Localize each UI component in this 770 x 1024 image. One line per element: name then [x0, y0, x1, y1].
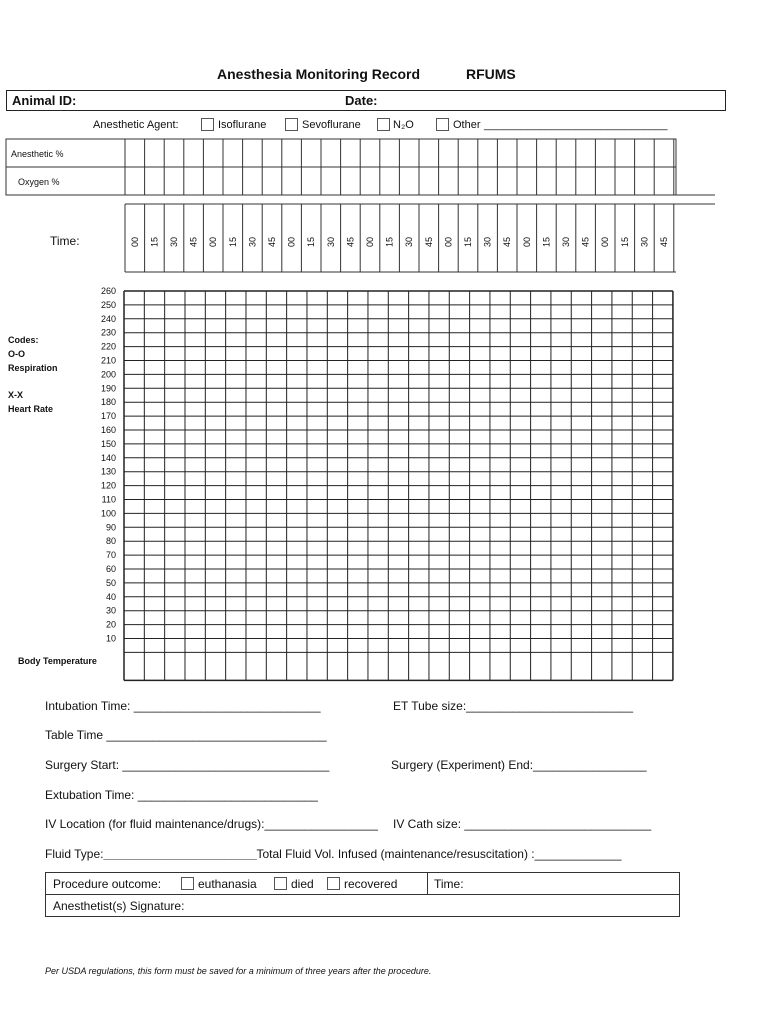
time-tick-label: 00 — [208, 236, 219, 248]
y-axis-label: 230 — [100, 327, 116, 338]
time-tick-label: 45 — [502, 236, 513, 248]
outcome-divider — [46, 894, 679, 895]
form-title: Anesthesia Monitoring Record — [217, 66, 421, 82]
y-axis-label: 30 — [105, 605, 116, 616]
y-axis-label: 170 — [100, 411, 116, 422]
time-tick-label: 15 — [541, 236, 552, 248]
anesthetic-percent-label: Anesthetic % — [11, 149, 64, 159]
time-tick-label: 00 — [365, 236, 375, 248]
procedure-outcome-label: Procedure outcome: — [53, 877, 162, 891]
y-axis-label: 70 — [105, 550, 116, 561]
fluid-type-field[interactable] — [45, 847, 621, 861]
time-tick-label: 15 — [463, 236, 473, 248]
date-label: Date: — [345, 93, 378, 108]
recovered-label: recovered — [344, 877, 398, 891]
time-tick-label: 15 — [619, 236, 630, 248]
iv-location-field[interactable]: IV Location (for fluid maintenance/drugs):_________________ — [45, 817, 378, 831]
y-axis-label: 100 — [100, 508, 116, 519]
time-tick-label: 15 — [227, 236, 238, 248]
time-tick-label: 45 — [345, 236, 356, 248]
time-tick-label: 00 — [521, 236, 532, 248]
n2o-label: N₂O — [393, 119, 414, 131]
y-axis-label: 190 — [100, 383, 116, 394]
y-axis-label: 90 — [105, 522, 116, 533]
time-tick-label: 00 — [600, 236, 611, 248]
time-tick-label: 30 — [325, 236, 336, 248]
died-label: died — [291, 877, 314, 891]
y-axis-label: 10 — [105, 633, 116, 644]
y-axis-label: 60 — [105, 564, 116, 574]
time-tick-label: 45 — [423, 236, 434, 248]
time-tick-label: 30 — [482, 236, 493, 248]
oxygen-percent-label: Oxygen % — [18, 177, 60, 187]
time-tick-label: 00 — [286, 236, 297, 248]
other-agent-line[interactable]: ______________________________ — [484, 119, 668, 131]
table-time-field[interactable]: Table Time _________________________________ — [45, 728, 327, 742]
y-axis-label: 140 — [100, 452, 116, 463]
total-fluid-field[interactable]: Total Fluid Vol. Infused (maintenance/resuscitation) :_____________ — [256, 847, 622, 861]
monitoring-table — [0, 0, 770, 300]
heart-rate-label: Heart Rate — [8, 404, 54, 414]
time-tick-label: 45 — [188, 236, 199, 248]
y-axis-label: 20 — [105, 619, 116, 630]
y-axis-label: 250 — [100, 299, 116, 310]
org-name: RFUMS — [466, 66, 516, 82]
anesthetic-agent-label: Anesthetic Agent: — [93, 119, 179, 131]
iv-cath-size-field[interactable]: IV Cath size: ____________________________ — [393, 817, 652, 831]
extubation-time-field[interactable]: Extubation Time: ___________________________ — [45, 788, 318, 802]
time-tick-label: 30 — [561, 236, 571, 248]
fluid-type-line[interactable]: ________________________ — [103, 847, 257, 861]
time-tick-label: 00 — [443, 236, 454, 248]
time-tick-label: 45 — [267, 236, 277, 248]
time-tick-label: 15 — [384, 236, 395, 248]
body-temperature-label: Body Temperature — [18, 656, 97, 666]
time-tick-label: 15 — [149, 236, 160, 248]
intubation-time-field[interactable]: Intubation Time: ____________________________ — [45, 699, 321, 713]
outcome-time-label[interactable]: Time: — [434, 877, 464, 891]
y-axis-label: 200 — [100, 369, 116, 380]
y-axis-label: 160 — [100, 425, 116, 435]
time-label: Time: — [50, 234, 80, 248]
y-axis-label: 80 — [105, 536, 116, 547]
euthanasia-label: euthanasia — [198, 877, 257, 891]
isoflurane-label: Isoflurane — [218, 119, 267, 131]
respiration-code: O-O — [8, 349, 25, 359]
outcome-box — [45, 872, 680, 917]
time-tick-label: 30 — [169, 236, 179, 248]
y-axis-label: 110 — [101, 494, 116, 505]
y-axis-label: 40 — [105, 591, 116, 602]
respiration-label: Respiration — [8, 363, 58, 373]
signature-label[interactable]: Anesthetist(s) Signature: — [53, 899, 185, 913]
y-axis-label: 210 — [100, 355, 116, 366]
retention-note: Per USDA regulations, this form must be saved for a minimum of three years after the procedure. — [45, 966, 432, 976]
time-tick-label: 15 — [306, 236, 317, 248]
time-tick-label: 30 — [639, 236, 650, 248]
y-axis-label: 240 — [100, 313, 116, 324]
fluid-type-label: Fluid Type: — [45, 847, 104, 861]
sevoflurane-label: Sevoflurane — [302, 119, 361, 131]
time-tick-label: 45 — [659, 236, 669, 248]
time-tick-label: 30 — [247, 236, 258, 248]
time-divider — [427, 873, 428, 894]
y-axis-label: 150 — [100, 438, 116, 449]
died-checkbox[interactable] — [274, 877, 287, 890]
y-axis-label: 120 — [100, 480, 116, 491]
surgery-start-field[interactable]: Surgery Start: _______________________________ — [45, 758, 330, 772]
other-agent-label: Other — [453, 119, 481, 131]
time-tick-label: 45 — [580, 236, 591, 248]
time-tick-label: 30 — [404, 236, 415, 248]
time-tick-label: 00 — [129, 236, 140, 248]
y-axis-label: 260 — [100, 286, 116, 296]
y-axis-label: 130 — [100, 466, 116, 477]
recovered-checkbox[interactable] — [327, 877, 340, 890]
euthanasia-checkbox[interactable] — [181, 877, 194, 890]
animal-id-label: Animal ID: — [12, 93, 77, 108]
vitals-graph — [0, 280, 770, 690]
heart-rate-code: X-X — [8, 390, 24, 400]
y-axis-label: 220 — [100, 341, 116, 352]
et-tube-size-field[interactable]: ET Tube size:_________________________ — [393, 699, 633, 713]
codes-title: Codes: — [8, 335, 39, 345]
y-axis-label: 50 — [105, 577, 116, 588]
surgery-end-field[interactable]: Surgery (Experiment) End:_________________ — [391, 758, 647, 772]
y-axis-label: 180 — [100, 397, 116, 408]
